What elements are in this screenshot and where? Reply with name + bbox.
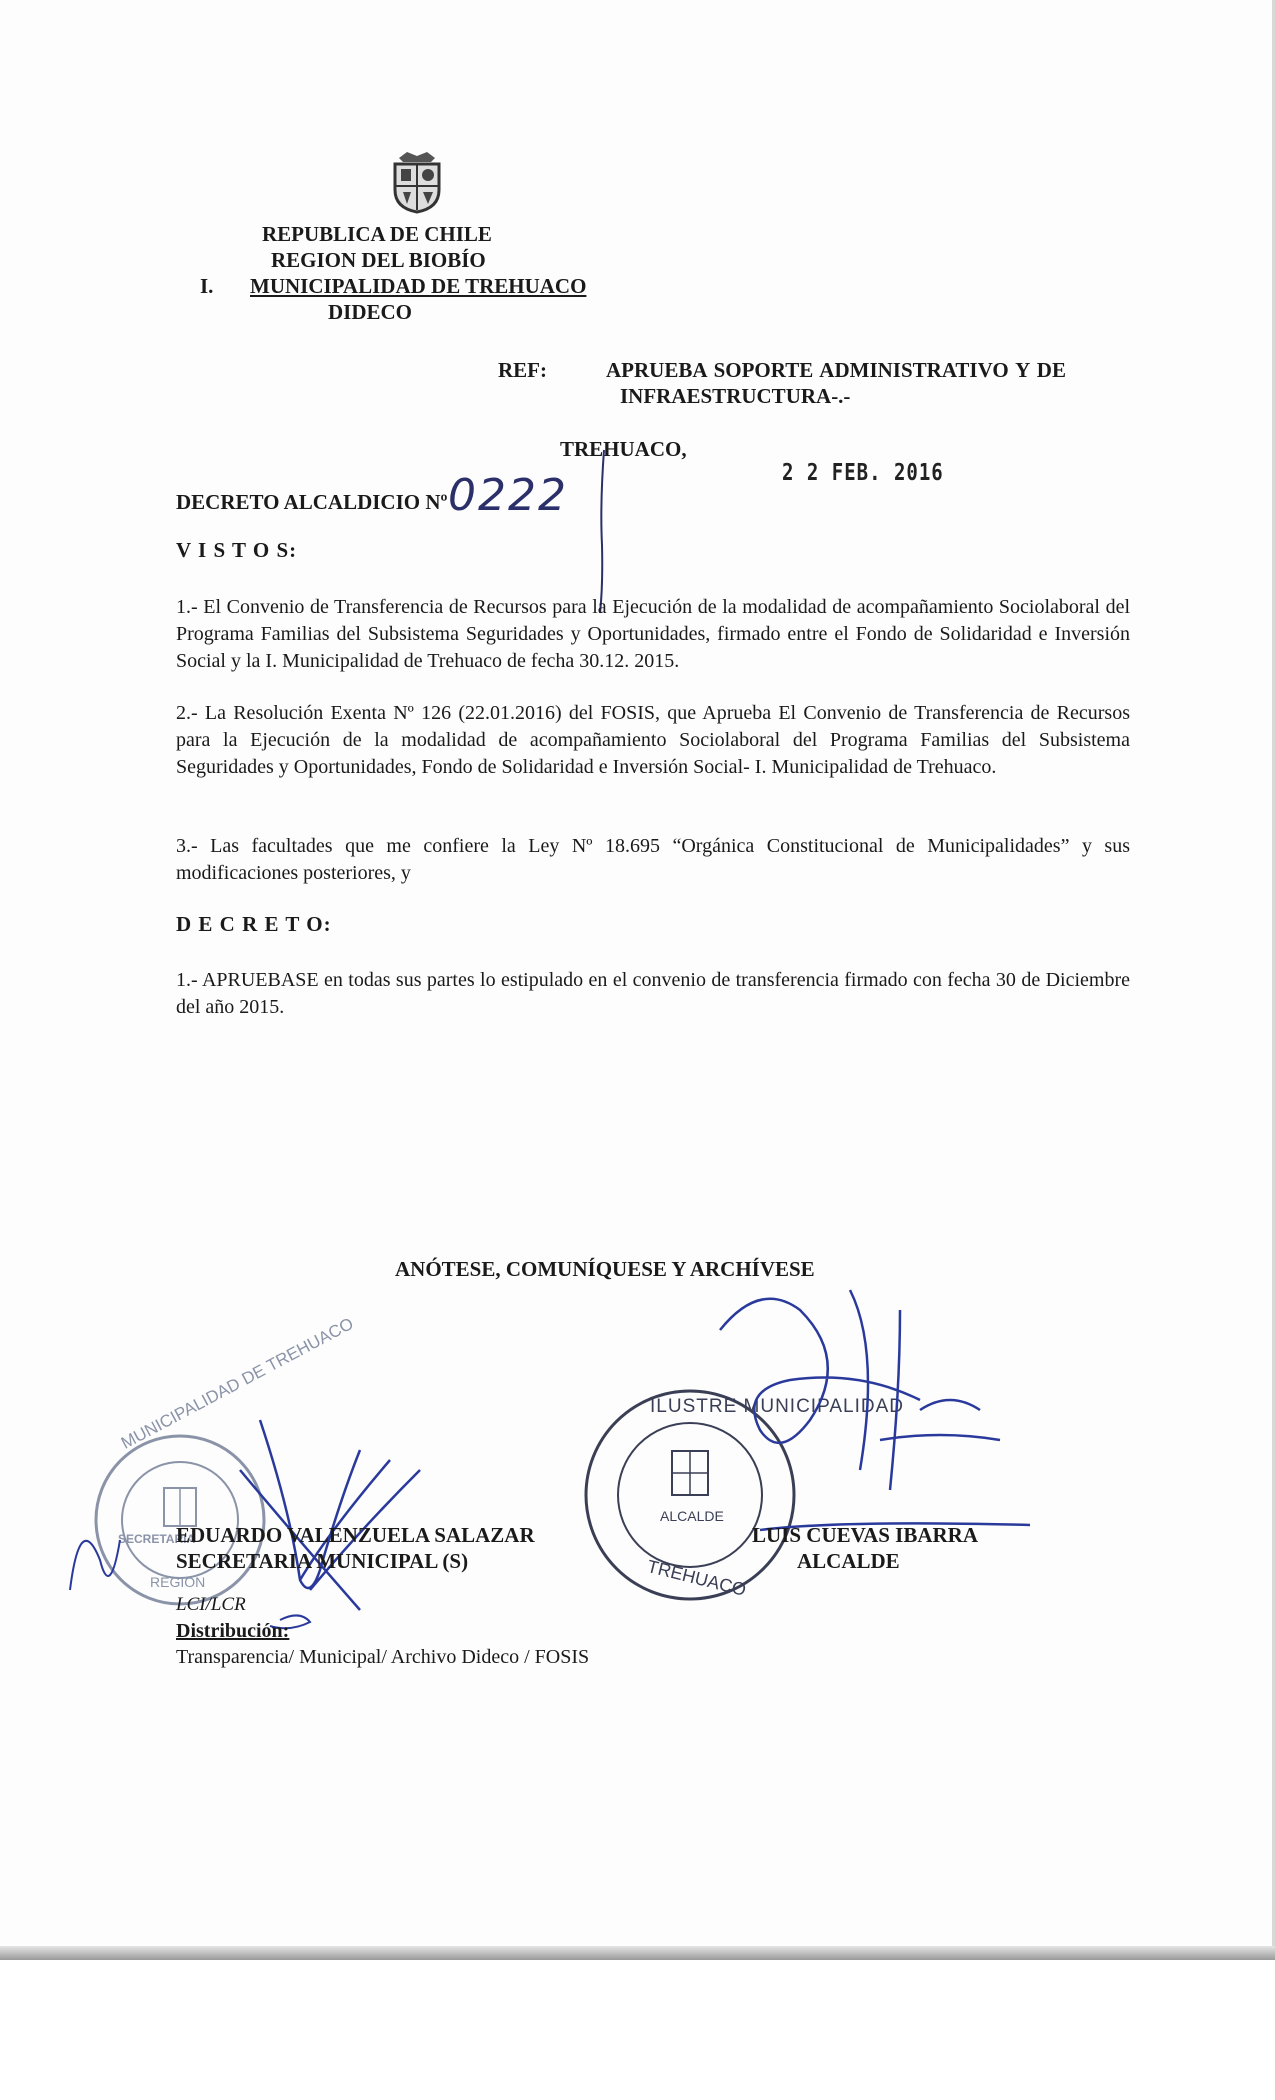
ref-text-line2: INFRAESTRUCTURA-.- [620,384,851,408]
initials: LCI/LCR [176,1594,246,1615]
left-stamp-bottom-text: REGION [150,1574,206,1590]
place-name: TREHUACO, [560,437,687,461]
right-stamp-top-text: ILUSTRE MUNICIPALIDAD [650,1396,904,1417]
alcalde-signature-icon [700,1270,1060,1560]
vistos-title: V I S T O S: [176,538,298,562]
alcalde-name: LUIS CUEVAS IBARRA [752,1523,979,1547]
signature-stroke-icon [590,445,620,615]
municipal-crest-icon [387,150,447,214]
vistos-item-1: 1.- El Convenio de Transferencia de Recursos para la Ejecución de la modalidad de acompañamiento Sociolaboral del Programa Familias del Subsistema Seguridades y Oportunidades, firmado entre el Fondo de Solidaridad e Inversión Social y la I. Municipalidad de Trehuaco de fecha 30.12. 2015. [176,596,1130,672]
secretaria-role: SECRETARIA MUNICIPAL (S) [176,1549,469,1573]
left-stamp-center-text: SECRETARIA [118,1532,196,1546]
vistos-item-3: 3.- Las facultades que me confiere la Ley Nº 18.695 “Orgánica Constitucional de Municipalidades” y sus modificaciones posteriores, y [176,835,1130,884]
decree-number: 0222 [448,470,568,521]
ref-text-line1: APRUEBA SOPORTE ADMINISTRATIVO Y DE [606,358,1066,382]
distribution-label: Distribución: [176,1620,290,1642]
secretaria-name: EDUARDO VALENZUELA SALAZAR [176,1523,535,1547]
right-stamp-center-text: ALCALDE [660,1508,724,1524]
right-stamp-bottom-text: TREHUACO [645,1556,749,1600]
header-region: REGION DEL BIOBÍO [271,248,486,272]
decree-label: DECRETO ALCALDICIO Nº [176,490,448,514]
header-department: DIDECO [328,300,413,324]
ref-label: REF: [498,358,547,382]
decreto-item-1: 1.- APRUEBASE en todas sus partes lo estipulado en el convenio de transferencia firmado con fecha 30 de Diciembre del año 2015. [176,969,1130,1018]
date-stamp: 2 2 FEB. 2016 [782,459,944,487]
header-municipality: MUNICIPALIDAD DE TREHUACO [250,274,587,298]
header-municipality-prefix: I. [200,274,214,298]
secretaria-signature-icon [60,1360,500,1640]
distribution-list: Transparencia/ Municipal/ Archivo Dideco / FOSIS [176,1646,590,1668]
alcalde-role: ALCALDE [797,1549,900,1573]
header-country: REPUBLICA DE CHILE [262,222,492,246]
vistos-item-2: 2.- La Resolución Exenta Nº 126 (22.01.2016) del FOSIS, que Aprueba El Convenio de Transferencia de Recursos para la Ejecución de la modalidad de acompañamiento Sociolaboral del Programa Familias del Subsistema Seguridades y Oportunidades, Fondo de Solidaridad e Inversión Social- I. Municipalidad de Trehuaco. [176,702,1130,778]
left-stamp-top-text: MUNICIPALIDAD DE TREHUACO [118,1313,357,1453]
closing-formula: ANÓTESE, COMUNÍQUESE Y ARCHÍVESE [395,1257,815,1281]
decreto-title: D E C R E T O: [176,912,332,936]
